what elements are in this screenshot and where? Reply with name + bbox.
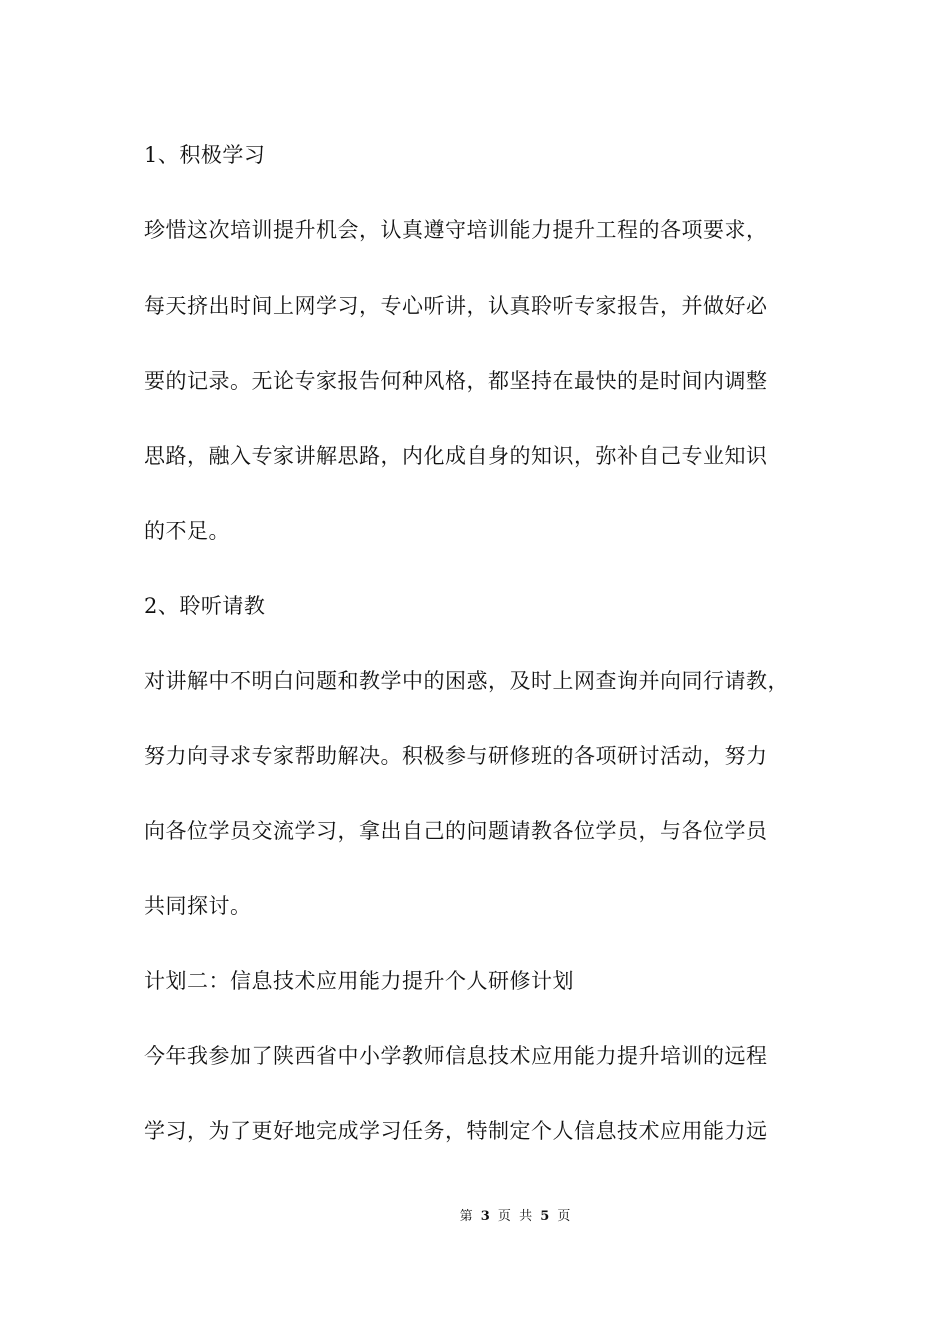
paragraph-line: 向各位学员交流学习，拿出自己的问题请教各位学员，与各位学员 bbox=[144, 819, 768, 843]
paragraph-line: 对讲解中不明白问题和教学中的困惑，及时上网查询并向同行请教， bbox=[144, 669, 789, 693]
footer-prefix: 第 bbox=[459, 1209, 473, 1224]
paragraph-line: 共同探讨。 bbox=[144, 894, 252, 918]
current-page-number: 3 bbox=[480, 1209, 490, 1224]
page-footer bbox=[0, 1208, 950, 1226]
total-pages-number: 5 bbox=[540, 1209, 550, 1224]
footer-page-word: 页 bbox=[497, 1209, 511, 1224]
plan-heading: 计划二：信息技术应用能力提升个人研修计划 bbox=[144, 969, 574, 993]
paragraph-line: 珍惜这次培训提升机会，认真遵守培训能力提升工程的各项要求， bbox=[144, 218, 768, 242]
paragraph-line: 今年我参加了陕西省中小学教师信息技术应用能力提升培训的远程 bbox=[144, 1044, 768, 1068]
paragraph-line: 思路，融入专家讲解思路，内化成自身的知识，弥补自己专业知识 bbox=[144, 444, 768, 468]
footer-suffix: 页 bbox=[557, 1209, 571, 1224]
section-heading-2: 2、聆听请教 bbox=[144, 594, 266, 618]
paragraph-line: 的不足。 bbox=[144, 519, 230, 543]
section-heading-1: 1、积极学习 bbox=[144, 143, 266, 167]
paragraph-line: 要的记录。无论专家报告何种风格，都坚持在最快的是时间内调整 bbox=[144, 369, 768, 393]
footer-total-prefix: 共 bbox=[519, 1209, 533, 1224]
paragraph-line: 努力向寻求专家帮助解决。积极参与研修班的各项研讨活动，努力 bbox=[144, 744, 768, 768]
paragraph-line: 学习，为了更好地完成学习任务，特制定个人信息技术应用能力远 bbox=[144, 1119, 768, 1143]
paragraph-line: 每天挤出时间上网学习，专心听讲，认真聆听专家报告，并做好必 bbox=[144, 294, 768, 318]
